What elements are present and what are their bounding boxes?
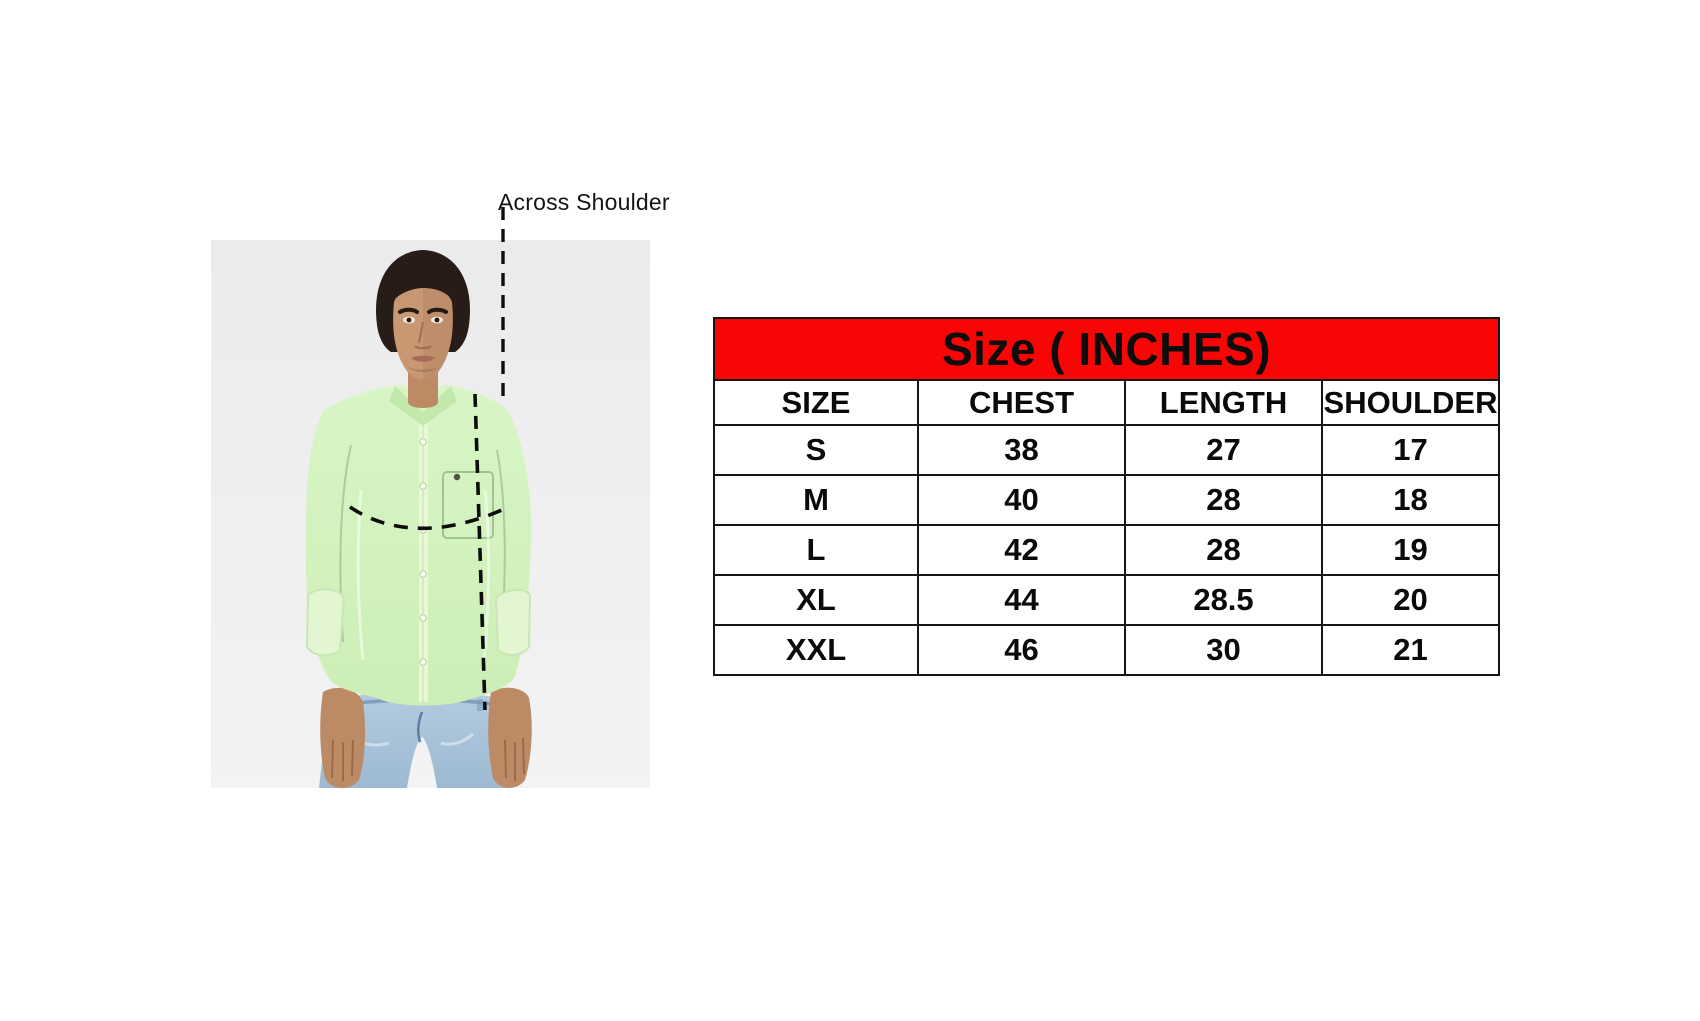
cell-shoulder: 20: [1322, 575, 1499, 625]
cell-size: M: [714, 475, 918, 525]
size-chart-title: Size ( INCHES): [714, 318, 1499, 380]
cell-shoulder: 21: [1322, 625, 1499, 675]
cell-size: L: [714, 525, 918, 575]
cell-shoulder: 17: [1322, 425, 1499, 475]
size-chart-table: [713, 317, 1500, 676]
product-photo: [211, 240, 650, 788]
cell-shoulder: 19: [1322, 525, 1499, 575]
column-header-shoulder: SHOULDER: [1322, 380, 1499, 425]
table-header-row: [714, 380, 1499, 425]
cell-size: XXL: [714, 625, 918, 675]
cell-length: 28.5: [1125, 575, 1322, 625]
across-shoulder-label: Across Shoulder: [498, 189, 670, 215]
cell-chest: 46: [918, 625, 1125, 675]
shirt: [306, 385, 531, 706]
man-in-green-shirt-photo: [211, 240, 650, 788]
cell-length: 28: [1125, 525, 1322, 575]
table-title-row: [714, 318, 1499, 380]
cell-length: 28: [1125, 475, 1322, 525]
cell-chest: 38: [918, 425, 1125, 475]
column-header-chest: CHEST: [918, 380, 1125, 425]
table-row: [714, 475, 1499, 525]
cell-size: XL: [714, 575, 918, 625]
table-row: [714, 525, 1499, 575]
table-row: [714, 425, 1499, 475]
cell-size: S: [714, 425, 918, 475]
cell-chest: 44: [918, 575, 1125, 625]
cell-length: 27: [1125, 425, 1322, 475]
cell-chest: 42: [918, 525, 1125, 575]
column-header-length: LENGTH: [1125, 380, 1322, 425]
cell-length: 30: [1125, 625, 1322, 675]
table-row: [714, 575, 1499, 625]
cell-shoulder: 18: [1322, 475, 1499, 525]
column-header-size: SIZE: [714, 380, 918, 425]
table-row: [714, 625, 1499, 675]
cell-chest: 40: [918, 475, 1125, 525]
